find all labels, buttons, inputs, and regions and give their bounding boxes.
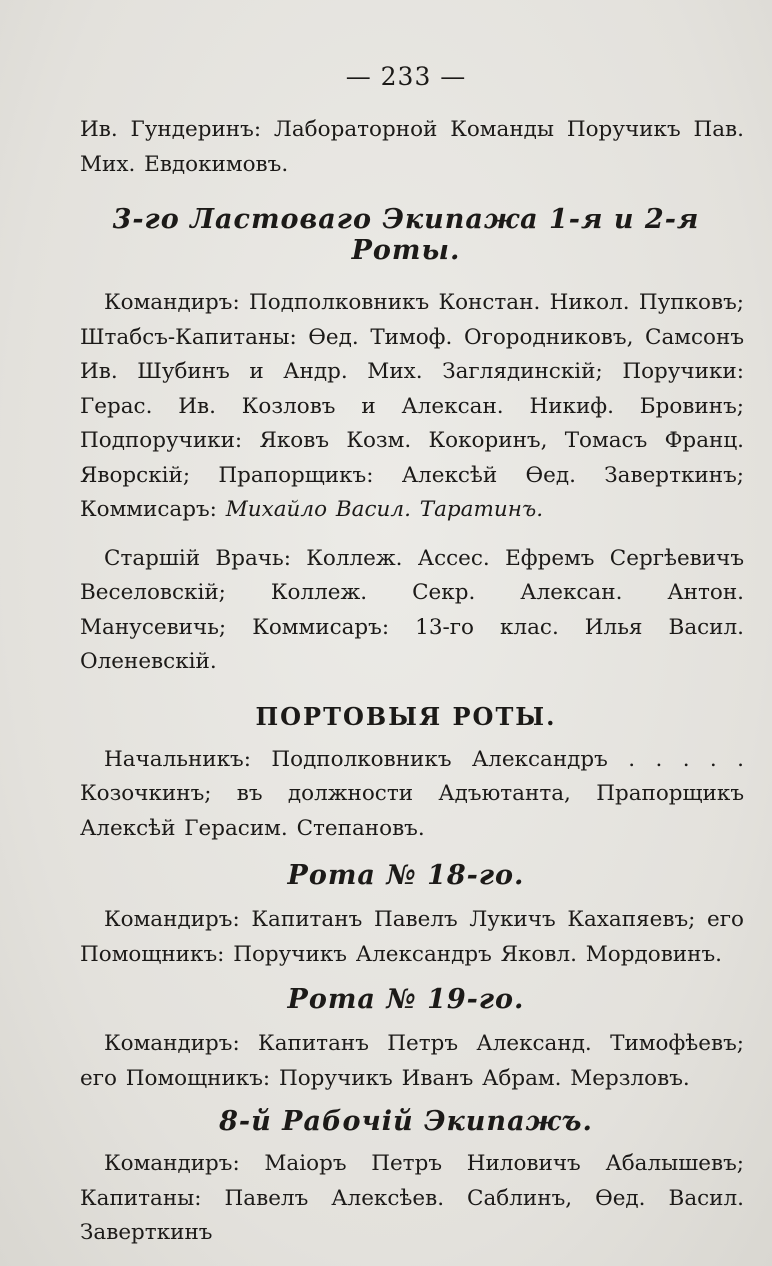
lastovy-commanders-paragraph xyxy=(80,286,744,528)
rota-19-paragraph: Командиръ: Капитанъ Петръ Александ. Тимофѣевъ; его Помощникъ: Поручикъ Иванъ Абрам. Мерзловъ. xyxy=(80,1031,744,1091)
paragraph-gap xyxy=(80,528,744,542)
page-number: — 233 — xyxy=(345,62,467,91)
heading-lastovy-ekipazh: 3-го Ластоваго Экипажа 1-я и 2-я Роты. xyxy=(112,204,700,266)
rota-18-paragraph: Командиръ: Капитанъ Павелъ Лукичъ Кахапяевъ; его Помощникъ: Поручикъ Александръ Яковл. Мордовинъ. xyxy=(80,907,744,967)
intro-paragraph: Ив. Гундеринъ: Лабораторной Команды Поручикъ Пав. Мих. Евдокимовъ. xyxy=(80,117,744,177)
lastovy-commanders-text: Командиръ: Подполковникъ Констан. Никол. Пупковъ; Штабсъ-Капитаны: Ѳед. Тимоф. Огородниковъ, Самсонъ Ив. Шубинъ и Андр. Мих. Заглядинскій; Поручики: Герас. Ив. Козловъ и Алексан. Никиф. Бровинъ; Подпоручики: Яковъ Козм. Кокоринъ, Томасъ Франц. Яворскій; Прапорщикъ: Алексѣй Ѳед. Заверткинъ; Коммисаръ: xyxy=(80,290,744,522)
lastovy-commissar-name: Михайло Васил. Таратинъ. xyxy=(225,497,544,522)
portovye-paragraph: Начальникъ: Подполковникъ Александръ . . . . . Козочкинъ; въ должности Адъютанта, Прапорщикъ Алексѣй Герасим. Степановъ. xyxy=(80,746,744,841)
heading-rota-19: Рота № 19-го. xyxy=(287,984,525,1015)
heading-rabochy-ekipazh: 8-й Рабочій Экипажъ. xyxy=(219,1106,593,1137)
heading-portovye-roty: ПОРТОВЫЯ РОТЫ. xyxy=(255,701,557,731)
lastovy-doctor-paragraph: Старшій Врачь: Коллеж. Ассес. Ефремъ Сергѣевичъ Веселовскій; Коллеж. Секр. Алексан. Антон. Манусевичь; Коммисаръ: 13-го клас. Илья Васил. Оленевскій. xyxy=(80,545,744,674)
rabochy-paragraph: Командиръ: Маіоръ Петръ Ниловичъ Абалышевъ; Капитаны: Павелъ Алексѣев. Саблинъ, Ѳед. Васил. Заверткинъ xyxy=(80,1151,744,1245)
heading-rota-18: Рота № 18-го. xyxy=(287,860,525,891)
